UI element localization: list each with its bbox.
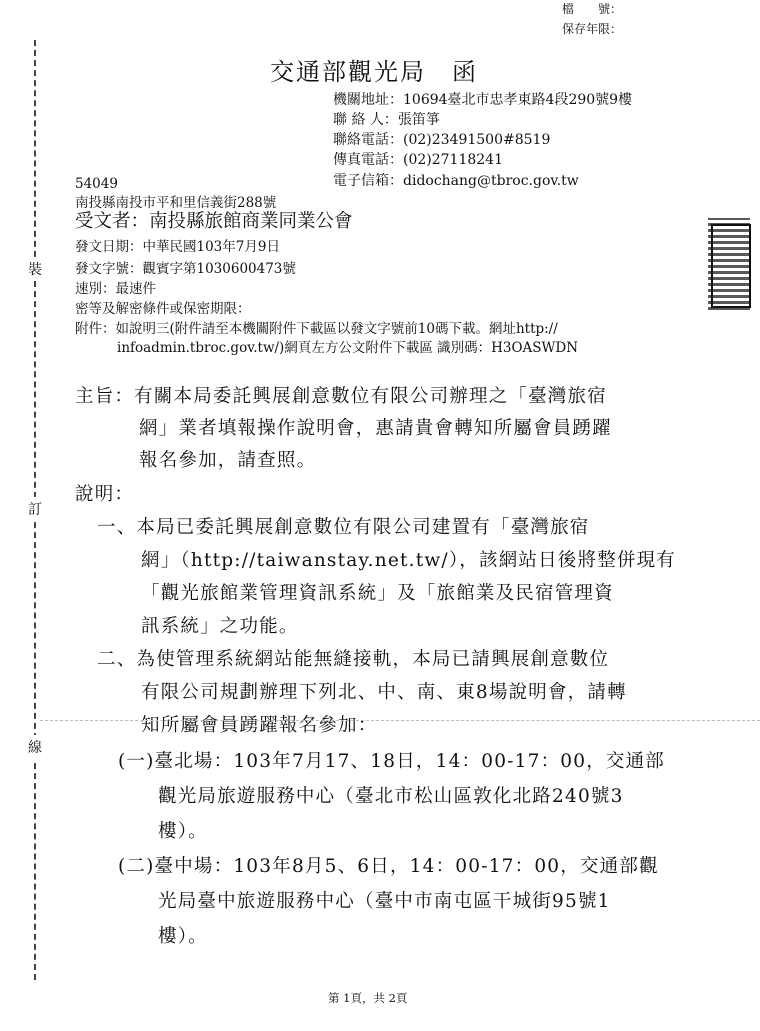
received-stamp-frame [711, 224, 751, 308]
binding-mark-xian: 線 [28, 735, 42, 759]
item-1-line-4: 訊系統」之功能。 [141, 616, 299, 637]
file-number-label: 檔 號： [562, 2, 623, 16]
explanation-heading: 說明： [75, 484, 135, 505]
sub-item-1-line-1: (一)臺北場：103年7月17、18日，14：00-17：00，交通部 [118, 751, 666, 772]
page-number: 第 1頁，共 2頁 [328, 991, 408, 1005]
recipient: 受文者：南投縣旅館商業同業公會 [75, 211, 353, 232]
attachment-line-1: 附件：如說明三(附件請至本機關附件下載區以發文字號前10碼下載。網址http:// [75, 321, 558, 337]
item-2-line-2: 有限公司規劃辦理下列北、中、南、東8場說明會，請轉 [141, 682, 627, 703]
classification: 密等及解密條件或保密期限： [75, 301, 251, 317]
contact-address: 機關地址：10694臺北市忠孝東路4段290號9樓 [333, 92, 633, 108]
item-2-line-3: 知所屬會員踴躍報名參加： [141, 715, 378, 736]
sub-item-2-line-3: 樓）。 [158, 926, 208, 947]
sub-item-1-line-3: 樓）。 [158, 821, 208, 842]
delivery-speed: 速別：最速件 [75, 281, 156, 297]
subject-line-3: 報名參加，請查照。 [139, 450, 317, 471]
contact-person: 聯 絡 人：張笛箏 [333, 112, 440, 128]
contact-email: 電子信箱：didochang@tbroc.gov.tw [333, 173, 579, 189]
subject-line-2: 網」業者填報操作說明會，惠請貴會轉知所屬會員踴躍 [139, 418, 612, 439]
issue-date: 發文日期：中華民國103年7月9日 [75, 239, 280, 255]
subject-line-1: 主旨：有關本局委託興展創意數位有限公司辦理之「臺灣旅宿 [75, 386, 607, 407]
document-number: 發文字號：觀賓字第1030600473號 [75, 261, 296, 277]
sub-item-1-line-2: 觀光局旅遊服務中心（臺北市松山區敦化北路240號3 [158, 786, 624, 807]
item-1-line-1: 一、本局已委託興展創意數位有限公司建置有「臺灣旅宿 [97, 517, 590, 538]
page-title: 交通部觀光局 函 [270, 58, 478, 86]
contact-phone: 聯絡電話：(02)23491500#8519 [333, 132, 551, 148]
item-2-line-1: 二、為使管理系統網站能無縫接軌，本局已請興展創意數位 [97, 649, 610, 670]
recipient-address: 南投縣南投市平和里信義街288號 [75, 195, 277, 211]
sub-item-2-line-1: (二)臺中場：103年8月5、6日，14：00-17：00，交通部觀 [118, 856, 659, 877]
binding-mark-ding: 訂 [28, 497, 42, 521]
retention-period-label: 保存年限： [562, 22, 623, 36]
fold-line [40, 720, 760, 721]
sub-item-2-line-2: 光局臺中旅遊服務中心（臺中市南屯區干城街95號1 [158, 891, 611, 912]
item-1-line-2: 網」（http://taiwanstay.net.tw/），該網站日後將整併現有 [141, 550, 676, 571]
attachment-line-2: infoadmin.tbroc.gov.tw/)網頁左方公文附件下載區 識別碼：H3OASWDN [117, 340, 579, 356]
item-1-line-3: 「觀光旅館業管理資訊系統」及「旅館業及民宿管理資 [141, 583, 614, 604]
contact-fax: 傳真電話：(02)27118241 [333, 152, 503, 168]
postal-code: 54049 [75, 176, 118, 192]
binding-mark-zhuang: 裝 [28, 257, 42, 281]
